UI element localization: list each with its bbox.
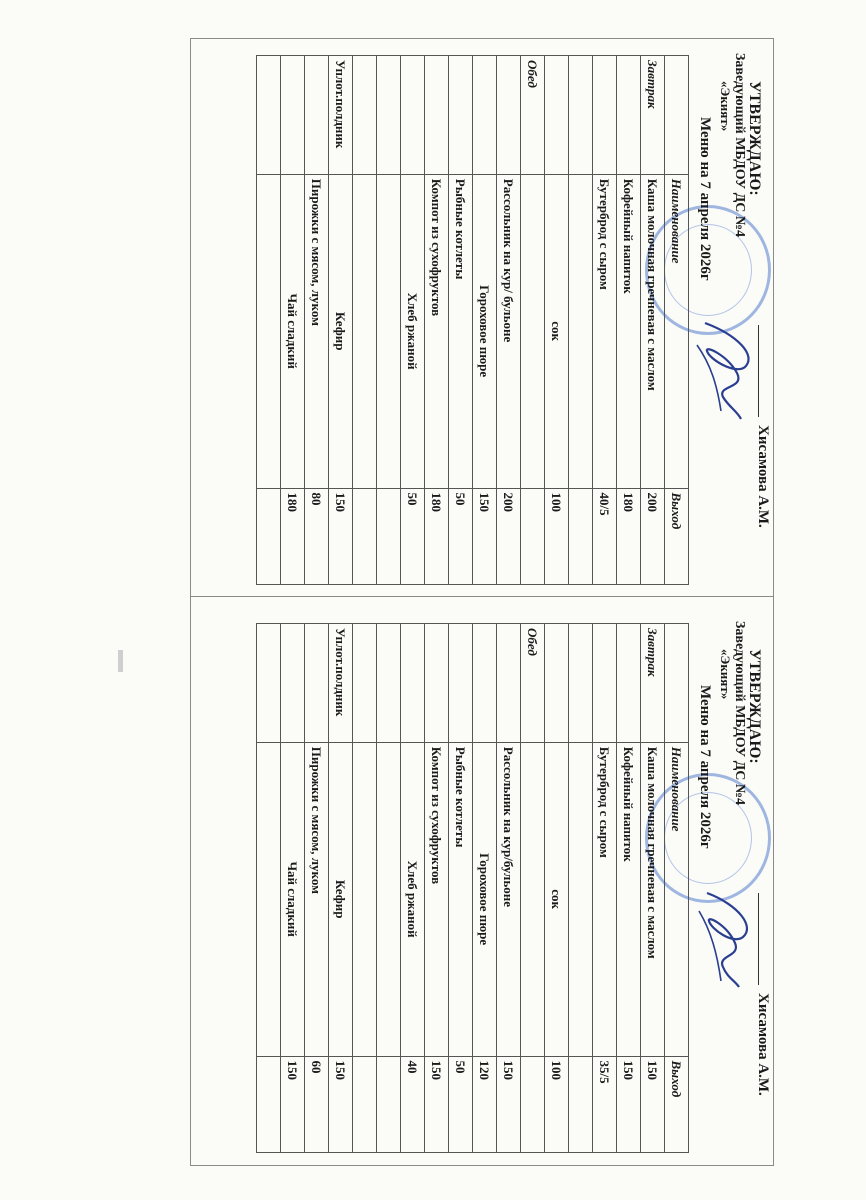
table-row (473, 56, 497, 585)
meal-cell (449, 624, 473, 743)
menu-sheet (190, 38, 774, 1166)
output-cell (257, 488, 281, 584)
output-cell: 200 (641, 488, 665, 584)
header-meal (665, 56, 689, 175)
table-row (425, 624, 449, 1153)
signature-icon (687, 315, 767, 425)
output-cell (377, 488, 401, 584)
dish-name-cell (521, 742, 545, 1056)
approve-title: УТВЕРЖДАЮ: (746, 81, 763, 196)
table-row (497, 624, 521, 1153)
output-cell: 200 (497, 488, 521, 584)
output-cell: 60 (305, 1056, 329, 1152)
table-row (569, 56, 593, 585)
table-row (617, 56, 641, 585)
output-cell: 50 (401, 488, 425, 584)
meal-cell (545, 56, 569, 175)
table-row (497, 56, 521, 585)
dish-name-cell: Каша молочная гречневая с маслом (641, 174, 665, 488)
output-cell: 40 (401, 1056, 425, 1152)
dish-name-cell: Гороховое пюре (473, 742, 497, 1056)
table-row (449, 624, 473, 1153)
header-name: Наименование (665, 742, 689, 1056)
output-cell: 150 (473, 488, 497, 584)
meal-cell (281, 56, 305, 175)
approve-kindergarten-name: «Экият» (718, 81, 733, 132)
approve-title: УТВЕРЖДАЮ: (746, 649, 763, 764)
output-cell: 150 (641, 1056, 665, 1152)
meal-cell (617, 56, 641, 175)
output-cell (353, 488, 377, 584)
dish-name-cell: Каша молочная гречневая с маслом (641, 742, 665, 1056)
menu-panel-left (205, 613, 775, 1165)
meal-cell: Уплот.полдник (329, 624, 353, 743)
output-cell: 180 (425, 488, 449, 584)
table-row (329, 624, 353, 1153)
output-cell: 150 (617, 1056, 641, 1152)
signer-name: Хисамова А.М. (755, 425, 771, 528)
meal-cell (569, 624, 593, 743)
table-row (521, 56, 545, 585)
table-row (281, 624, 305, 1153)
meal-cell (257, 56, 281, 175)
table-row (593, 624, 617, 1153)
dish-name-cell (353, 742, 377, 1056)
meal-cell (593, 56, 617, 175)
table-row (257, 624, 281, 1153)
meal-cell (305, 624, 329, 743)
meal-cell (425, 56, 449, 175)
scan-artifact (118, 650, 123, 672)
meal-cell (425, 624, 449, 743)
meal-cell: Уплот.полдник (329, 56, 353, 175)
signature-line (758, 893, 759, 985)
dish-name-cell: сок (545, 174, 569, 488)
dish-name-cell: сок (545, 742, 569, 1056)
dish-name-cell: Кефир (329, 174, 353, 488)
meal-cell (545, 624, 569, 743)
table-row (641, 56, 665, 585)
table-header-row (665, 56, 689, 585)
dish-name-cell (569, 174, 593, 488)
table-row (521, 624, 545, 1153)
dish-name-cell: Чай сладкий (281, 174, 305, 488)
output-cell (377, 1056, 401, 1152)
table-row (257, 56, 281, 585)
table-row (545, 624, 569, 1153)
table-row (641, 624, 665, 1153)
output-cell: 35/5 (593, 1056, 617, 1152)
signer-name: Хисамова А.М. (755, 993, 771, 1096)
table-row (329, 56, 353, 585)
dish-name-cell (377, 742, 401, 1056)
dish-name-cell: Рыбные котлеты (449, 742, 473, 1056)
header-output: Выход (665, 488, 689, 584)
output-cell: 40/5 (593, 488, 617, 584)
menu-date: Меню на 7 апреля 2026г (697, 117, 713, 281)
meal-cell (569, 56, 593, 175)
dish-name-cell: Пирожки с мясом, луком (305, 742, 329, 1056)
menu-table (256, 623, 689, 1153)
output-cell: 150 (329, 488, 353, 584)
output-cell: 100 (545, 1056, 569, 1152)
dish-name-cell: Рассольник на кур/бульоне (497, 742, 521, 1056)
meal-cell (473, 624, 497, 743)
meal-cell (353, 56, 377, 175)
meal-cell: Завтрак (641, 624, 665, 743)
table-row (545, 56, 569, 585)
dish-name-cell (377, 174, 401, 488)
dish-name-cell: Пирожки с мясом, луком (305, 174, 329, 488)
output-cell: 150 (329, 1056, 353, 1152)
menu-panel-right (205, 45, 775, 597)
signature-icon (687, 883, 767, 993)
dish-name-cell: Кефир (329, 742, 353, 1056)
output-cell (521, 1056, 545, 1152)
output-cell (353, 1056, 377, 1152)
output-cell (569, 488, 593, 584)
output-cell: 150 (425, 1056, 449, 1152)
meal-cell (281, 624, 305, 743)
approve-kindergarten-name: «Экият» (718, 649, 733, 700)
dish-name-cell (353, 174, 377, 488)
meal-cell: Обед (521, 56, 545, 175)
table-row (305, 624, 329, 1153)
table-row (593, 56, 617, 585)
table-row (617, 624, 641, 1153)
approve-organization: Заведующий МБДОУ ДС №4 (732, 621, 747, 805)
table-row (305, 56, 329, 585)
output-cell: 50 (449, 1056, 473, 1152)
menu-date: Меню на 7 апреля 2026г (697, 685, 713, 849)
output-cell: 100 (545, 488, 569, 584)
meal-cell: Обед (521, 624, 545, 743)
table-header-row (665, 624, 689, 1153)
meal-cell (353, 624, 377, 743)
dish-name-cell: Кофейный напиток (617, 174, 641, 488)
output-cell: 120 (473, 1056, 497, 1152)
signature-line (758, 325, 759, 417)
meal-cell (593, 624, 617, 743)
header-output: Выход (665, 1056, 689, 1152)
output-cell (569, 1056, 593, 1152)
table-row (473, 624, 497, 1153)
dish-name-cell: Бутерброд с сыром (593, 742, 617, 1056)
meal-cell (305, 56, 329, 175)
header-meal (665, 624, 689, 743)
meal-cell (617, 624, 641, 743)
table-row (425, 56, 449, 585)
table-row (353, 624, 377, 1153)
output-cell: 180 (281, 488, 305, 584)
output-cell: 80 (305, 488, 329, 584)
dish-name-cell: Чай сладкий (281, 742, 305, 1056)
dish-name-cell: Рыбные котлеты (449, 174, 473, 488)
meal-cell (401, 56, 425, 175)
dish-name-cell: Компот из сухофруктов (425, 742, 449, 1056)
output-cell: 180 (617, 488, 641, 584)
table-row (377, 624, 401, 1153)
meal-cell (473, 56, 497, 175)
dish-name-cell: Гороховое пюре (473, 174, 497, 488)
meal-cell (257, 624, 281, 743)
dish-name-cell: Рассольник на кур/ бульоне (497, 174, 521, 488)
meal-cell (449, 56, 473, 175)
dish-name-cell: Бутерброд с сыром (593, 174, 617, 488)
meal-cell (401, 624, 425, 743)
menu-table (256, 55, 689, 585)
meal-cell: Завтрак (641, 56, 665, 175)
table-row (569, 624, 593, 1153)
meal-cell (497, 56, 521, 175)
dish-name-cell (521, 174, 545, 488)
approve-organization: Заведующий МБДОУ ДС №4 (732, 53, 747, 237)
table-row (281, 56, 305, 585)
table-row (377, 56, 401, 585)
table-row (449, 56, 473, 585)
dish-name-cell (569, 742, 593, 1056)
header-name: Наименование (665, 174, 689, 488)
dish-name-cell: Компот из сухофруктов (425, 174, 449, 488)
output-cell: 150 (497, 1056, 521, 1152)
table-row (401, 56, 425, 585)
dish-name-cell: Хлеб ржаной (401, 174, 425, 488)
meal-cell (377, 624, 401, 743)
output-cell: 150 (281, 1056, 305, 1152)
dish-name-cell: Хлеб ржаной (401, 742, 425, 1056)
output-cell (521, 488, 545, 584)
dish-name-cell: Кофейный напиток (617, 742, 641, 1056)
meal-cell (497, 624, 521, 743)
table-row (353, 56, 377, 585)
meal-cell (377, 56, 401, 175)
dish-name-cell (257, 742, 281, 1056)
dish-name-cell (257, 174, 281, 488)
output-cell (257, 1056, 281, 1152)
output-cell: 50 (449, 488, 473, 584)
table-row (401, 624, 425, 1153)
